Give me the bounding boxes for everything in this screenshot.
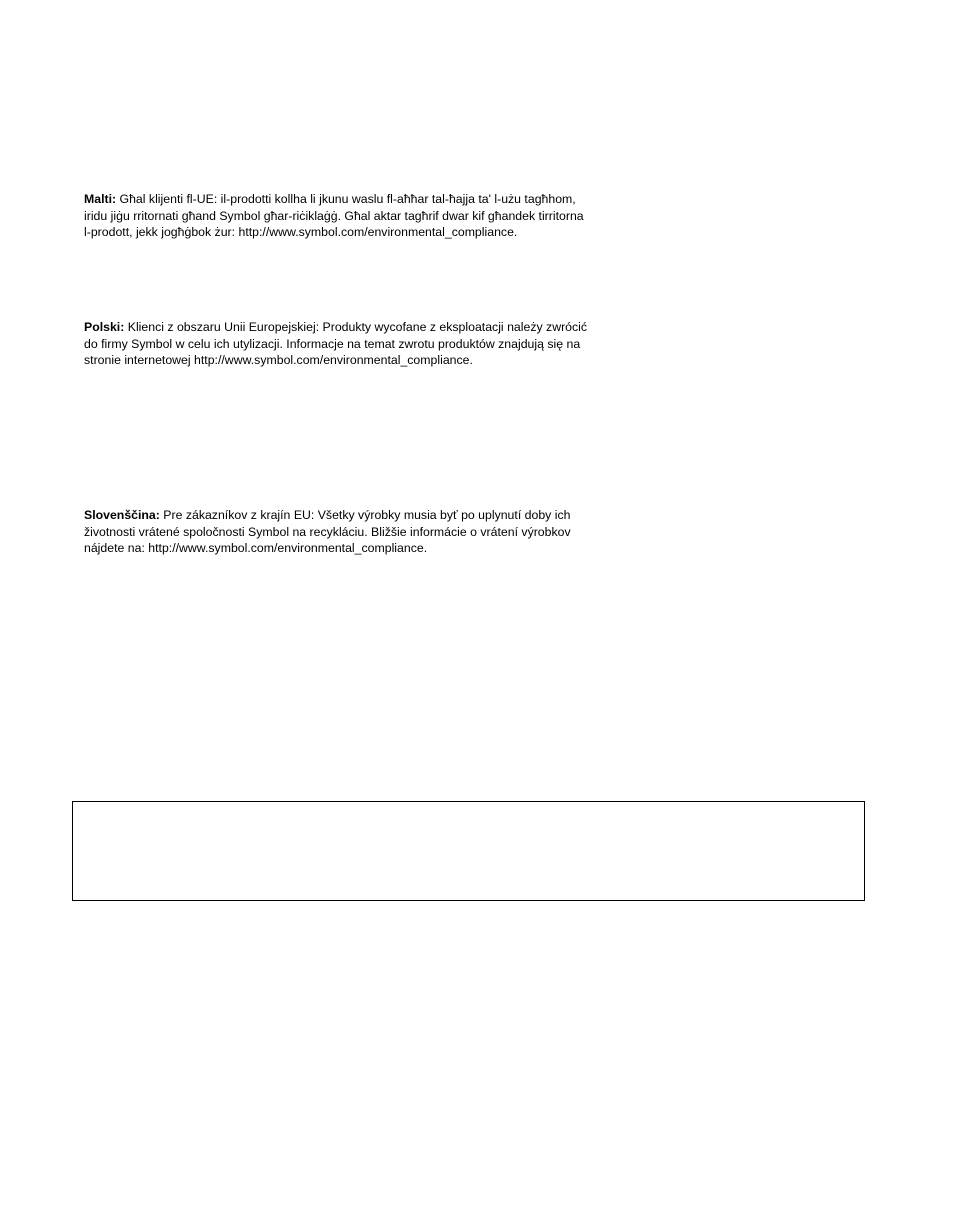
line-text: Klienci z obszaru Unii Europejskiej: Produkty wycofane z eksploatacji należy zwrócić	[127, 320, 588, 334]
line-text: l-prodott, jekk jogħġbok żur: http://www.symbol.com/environmental_compliance.	[84, 225, 518, 239]
paragraph-line	[84, 191, 644, 208]
paragraph-maltese	[84, 191, 644, 241]
line-text: životnosti vrátené spoločnosti Symbol na recykláciu. Bližšie informácie o vrátení výrobkov	[84, 524, 571, 539]
paragraph-polish	[84, 319, 644, 369]
line-text: iridu jiġu rritornati għand Symbol għar-riċiklaġġ. Għal aktar tagħrif dwar kif għandek tirritorna	[84, 208, 584, 223]
empty-bordered-box	[72, 801, 865, 901]
paragraph-line	[84, 507, 644, 524]
line-text: nájdete na: http://www.symbol.com/environmental_compliance.	[84, 541, 428, 555]
paragraph-slovak	[84, 507, 644, 557]
line-text: Pre zákazníkov z krajín EU: Všetky výrobky musia byť po uplynutí doby ich	[163, 508, 571, 522]
language-label-polish: Polski:	[84, 320, 125, 334]
paragraph-line	[84, 319, 644, 336]
line-text: Għal klijenti fl-UE: il-prodotti kollha li jkunu waslu fl-aħħar tal-ħajja ta' l-użu tagħhom,	[119, 192, 576, 206]
line-text: do firmy Symbol w celu ich utylizacji. Informacje na temat zwrotu produktów znajdują się na	[84, 336, 581, 351]
language-label-maltese: Malti:	[84, 192, 117, 206]
line-text: stronie internetowej http://www.symbol.com/environmental_compliance.	[84, 353, 473, 367]
language-label-slovak: Slovenščina:	[84, 508, 160, 522]
